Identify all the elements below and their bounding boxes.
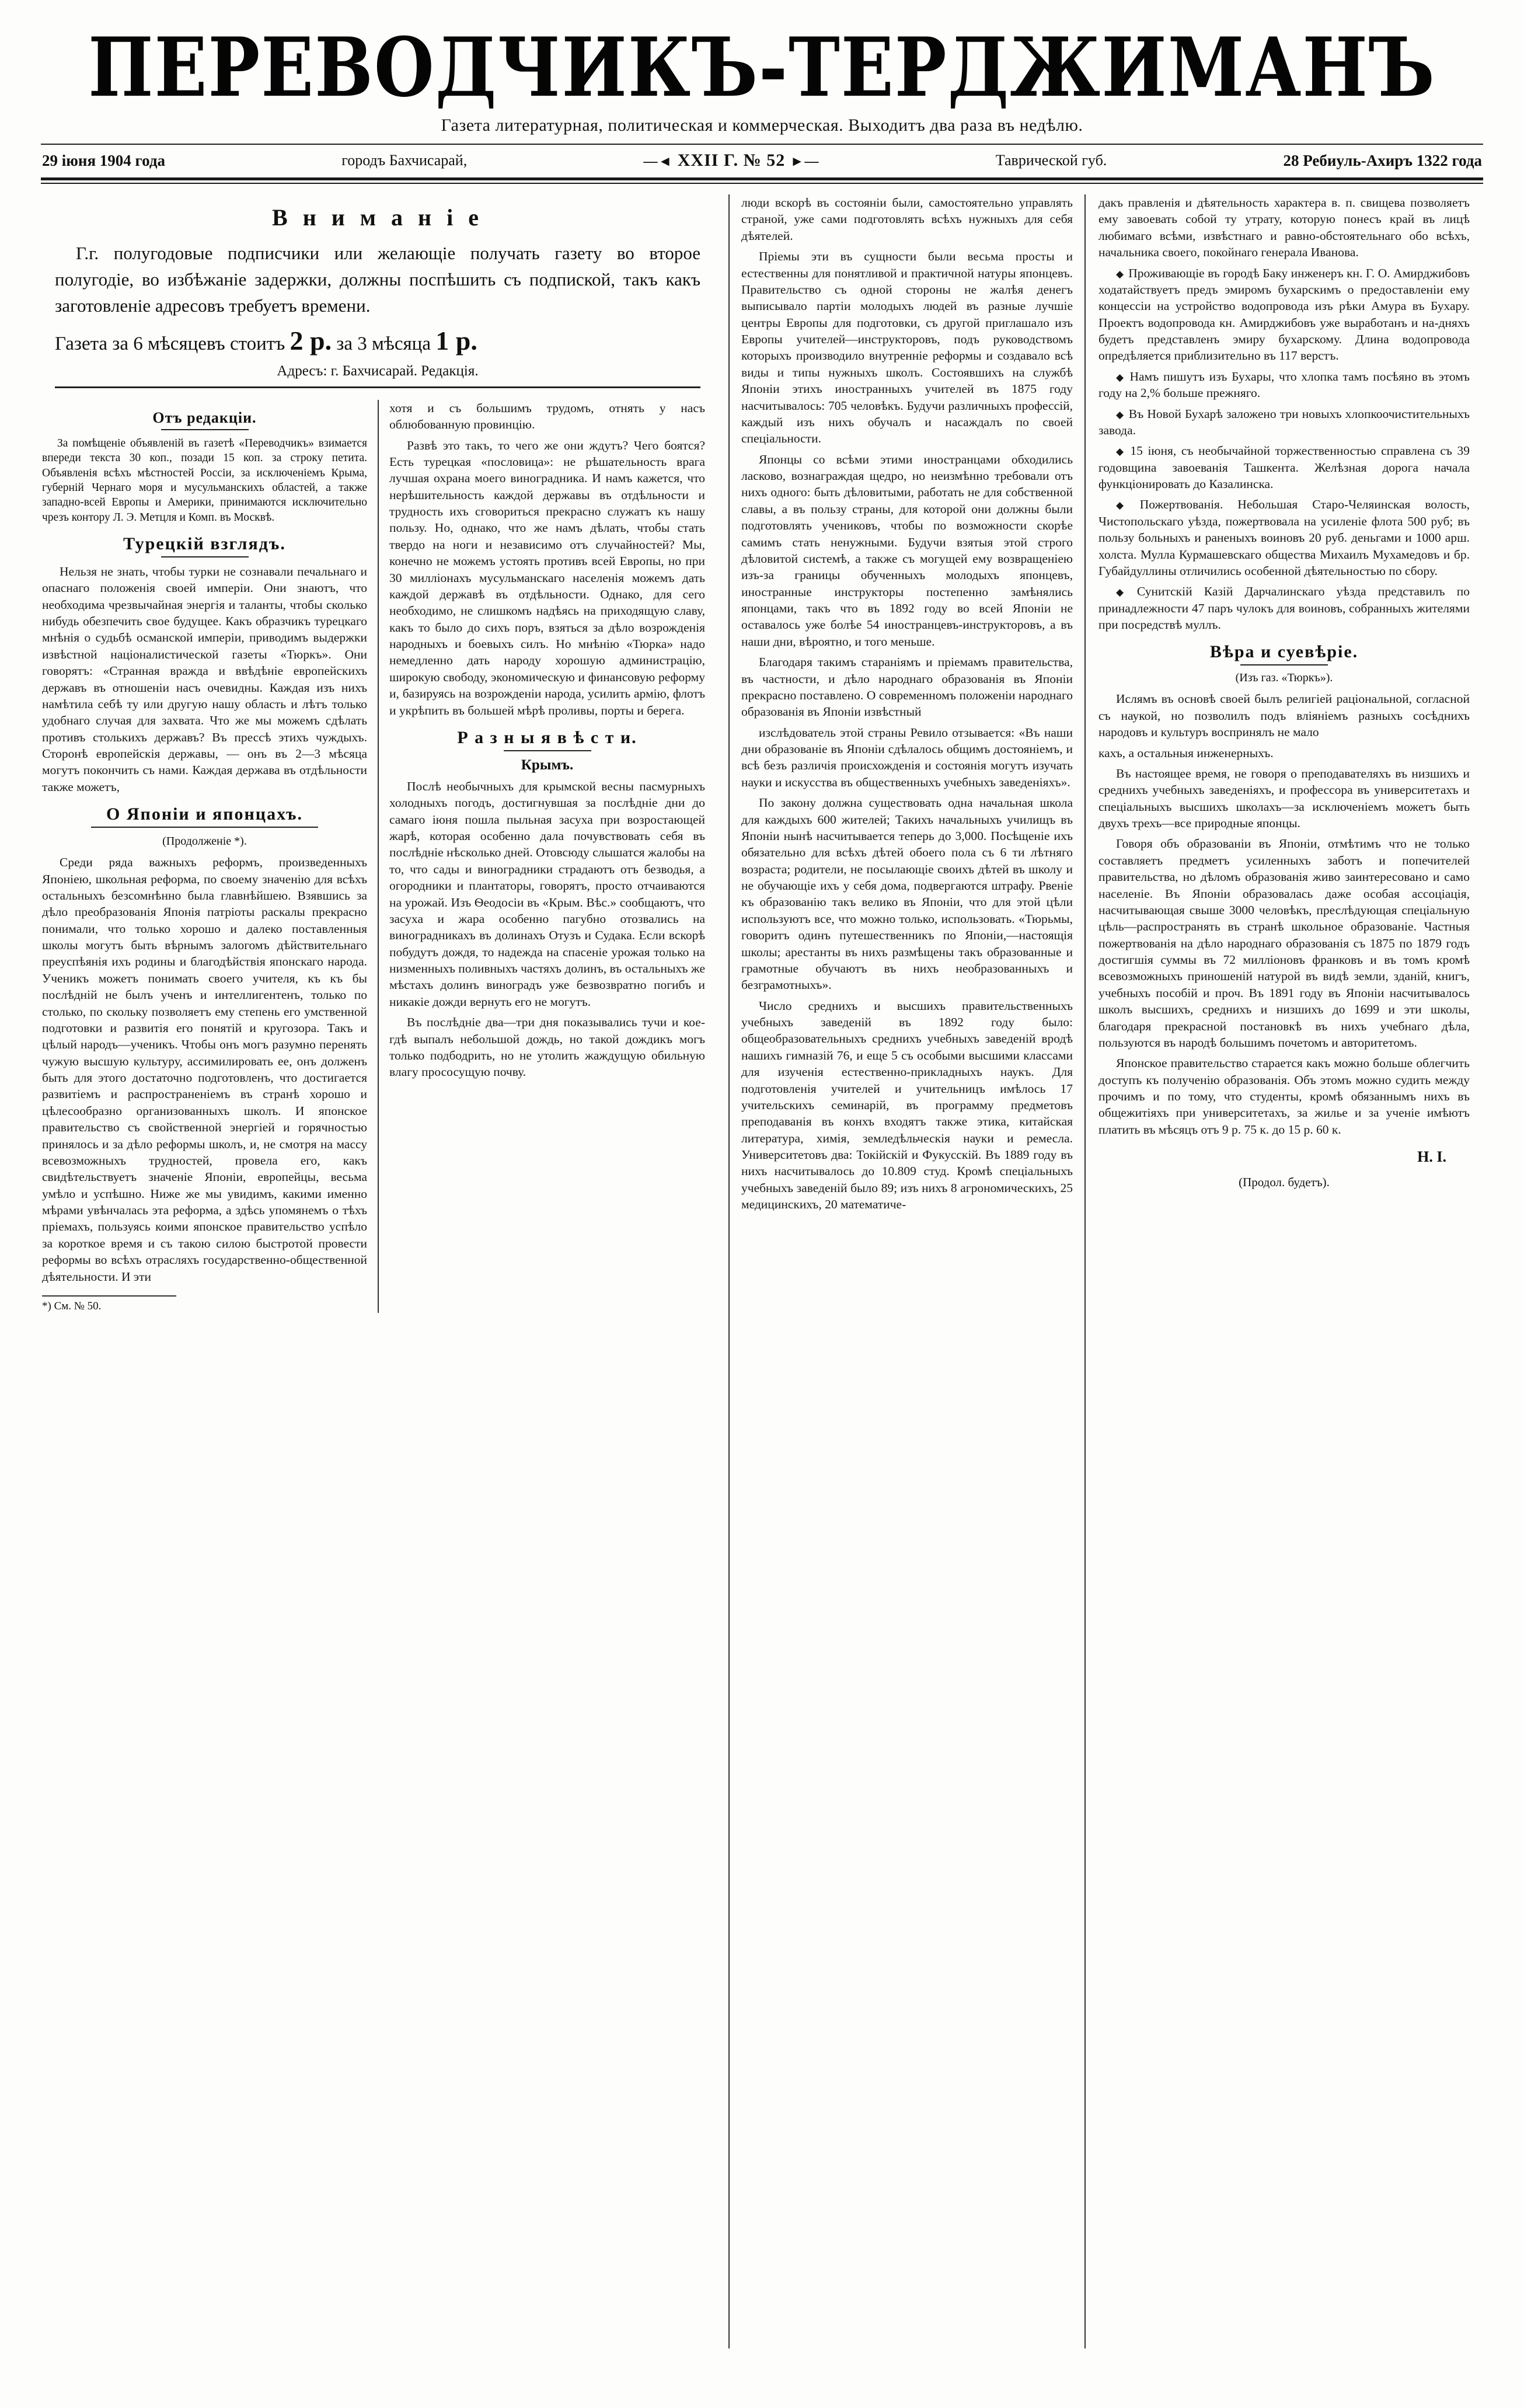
- price-middle-text: за 3 мѣсяца: [336, 333, 431, 354]
- news-paragraph-1: дакъ правленія и дѣятельность характера в. п. свищева позволяетъ ему завоевать собой ту утрату, которую понесъ край въ лицѣ любимаго всѣми, извѣстнаго и равно-обстоятельнаго обо всѣхъ, начальника своего, покойнаго генерала Иванова.: [1098, 196, 1470, 260]
- japan-paragraph-7: По закону должна существовать одна начальная школа для каждыхъ 600 жителей; Такихъ начальныхъ училищъ въ Японіи нынѣ насчитывается теперь до 3,000. Посѣщеніе ихъ обязательно для всѣхъ дѣтей обоего пола съ 6 ти лѣтняго возраста; родители, не посылающіе своихъ дѣтей въ школу и не обучающіе ихъ у себя дома, подвергаются штрафу. Рвеніе къ образованію такъ велико въ Японіи, что для этой цѣли используютъ все, что можно только, использовать. «Тюрьмы, говоритъ одинъ путешественникъ по Японіи,—настоящія школы; арестанты въ нихъ размѣщены такъ образованные и грамотные обучаютъ въ нихъ необразованныхъ и безграмотныхъ».: [741, 796, 1073, 992]
- issue-number: —◄ XXII Г. № 52 ►—: [643, 151, 819, 170]
- news-item-2: ◆ Намъ пишутъ изъ Бухары, что хлопка тамъ посѣяно въ этомъ году на 2,% больше прежняго.: [1098, 368, 1470, 402]
- issue-date-left: 29 іюня 1904 года: [42, 151, 166, 169]
- section-title-misc-news: Р а з н ы я в ѣ с т и.: [457, 727, 637, 747]
- japan-paragraph-6: изслѣдователь этой страны Ревило отзывается: «Въ наши дни образованіе въ Японіи сдѣлалось общимъ достояніемъ, и всѣ безъ различія происхожденія и состоянія могутъ изучать науки и искусства въ общественныхъ учебныхъ заведеніяхъ».: [741, 725, 1073, 789]
- japan-paragraph-3: Пріемы эти въ сущности были весьма просты и естественны для понятливой и практичной натуры японцевъ. Правительство съ одной стороны не жалѣя денегъ выписывало партіи молодыхъ людей въ разные лучшіе центры Европы для подготовки, съ другой приглашало изъ Европы учителей—инструкторовъ, подъ руководствомъ которыхъ производило внутренніе реформы и создавало всѣ виды и типы нужныхъ школъ. Состоявшихъ на службѣ Японіи этихъ иностранныхъ учителей въ 1875 году насчитывалось: 705 человѣкъ. Будучи различныхъ профессій, каждый изъ нихъ обучалъ и насаждалъ по своей спеціальности.: [741, 249, 1073, 446]
- notice-price-line: [55, 325, 700, 356]
- section-underline-5: [1240, 664, 1328, 665]
- notice-body: Г.г. полугодовые подписчики или желающіе получать газету во второе полугодіе, во избѣжаніе задержки, должны поспѣшить съ подпиской, такъ какъ заготовленіе адресовъ требуетъ времени.: [55, 243, 700, 316]
- crimea-paragraph-2: Въ послѣдніе два—три дня показывались тучи и кое-гдѣ выпалъ небольшой дождь, но такой дождикъ могъ только подбодрить, но не утолить жаждущую обильную влагу прососущую почву.: [389, 1015, 705, 1079]
- news-item-1: ◆ Проживающіе въ городѣ Баку инженеръ кн. Г. О. Амирджибовъ ходатайствуетъ предъ эмиромъ бухарскимъ о предоставленіи ему концессіи на устройство водопровода изъ рѣки Амура въ Бухару. Проектъ водопровода кн. Амирджибовъ уже выработанъ и на-дняхъ будетъ представленъ эмиру бухарскому. Длина водопровода опредѣляется приблизительно въ 117 верстъ.: [1098, 265, 1470, 364]
- section-title-turkish-view: Турецкій взглядъ.: [123, 534, 286, 553]
- left-column-group: [40, 194, 728, 2348]
- header-thick-rule: [41, 177, 1483, 180]
- faith-paragraph-5: Японское правительство старается какъ можно больше облегчить доступъ къ полученію образованія. Объ этомъ можно судить между прочимъ и по тому, что студенты, кромѣ обязаннымъ нихъ въ общежитіяхъ при университетахъ, за жилье и за ученіе имѣютъ платить въ мѣсяцъ отъ 9 р. 75 к. до 15 р. 60 к.: [1098, 1056, 1470, 1137]
- faith-paragraph-4: Говоря объ образованіи въ Японіи, отмѣтимъ что не только составляетъ предметъ усиленныхъ заботъ и попечителей правительства, но дѣломъ образованія живо заинтересовано и само населеніе. Въ Японіи образовалась даже особая ассоціація, насчитывающая свыше 3000 человѣкъ, преслѣдующая спеціальную цѣль—распространять въ странѣ школьное образованіе. Частныя пожертвованія на дѣло народнаго образованія съ 1875 по 1879 годъ достигшія суммы въ 72 милліоновъ франковъ и въ томъ кромѣ всевозможныхъ приношеній натурой въ видѣ земли, зданій, книгъ, учебныхъ пособій и проч. Въ 1891 году въ Японіи насчитывалось школъ высшихъ, среднихъ и низшихъ до 1699 и эти школы, благодаря прекрасной постановкѣ въ нихъ учебнаго дѣла, пользуются въ народѣ большимъ почетомъ и авторитетомъ.: [1098, 837, 1470, 1050]
- section-underline-2: [161, 556, 249, 557]
- faith-paragraph-3: Въ настоящее время, не говоря о преподавателяхъ въ низшихъ и среднихъ учебныхъ заведеніяхъ, и профессора въ университетахъ и спеціальныхъ высшихъ школахъ—за исключеніемъ можетъ быть двухъ трехъ—все природные японцы.: [1098, 766, 1470, 830]
- news-item-3: ◆ Въ Новой Бухарѣ заложено три новыхъ хлопкоочистительныхъ завода.: [1098, 406, 1470, 439]
- masthead-subtitle: Газета литературная, политическая и коммерческая. Выходитъ два раза въ недѣлю.: [441, 116, 1083, 135]
- continued-note: (Продол. будетъ).: [1239, 1175, 1330, 1190]
- notice-bottom-rule: [55, 386, 700, 388]
- subsection-crimea: Крымъ.: [521, 757, 574, 773]
- japan-paragraph-2: люди вскорѣ въ состояніи были, самостоятельно управлять страной, уже сами подготовлять всѣхъ нужныхъ для себя дѣятелей.: [741, 196, 1073, 243]
- price-prefix: Газета за 6 мѣсяцевъ стоитъ: [55, 333, 285, 354]
- editorial-text: За помѣщеніе объявленій въ газетѣ «Переводчикъ» взимается впереди текста 30 коп., позади 15 коп. за строку петита. Объявленія всѣхъ мѣстностей Россіи, за исключеніемъ Крыма, губерній Чернаго моря и мусульманскихъ областей, а также западно-всей Европы и Америки, принимаются исключительно чрезъ контору Л. Э. Метцля и Комп. въ Москвѣ.: [42, 437, 367, 524]
- news-item-6: ◆ Сунитскій Казій Дарчалинскаго уѣзда представилъ по принадлежности 47 паръ чулокъ для воиновъ, собранныхъ жителями при посредствѣ муллъ.: [1098, 583, 1470, 633]
- section-underline-3: [91, 827, 319, 828]
- section-title-editorial: Отъ редакціи.: [152, 409, 257, 426]
- turkish-view-continued-1: хотя и съ большимъ трудомъ, отнять у насъ облюбованную провинцію.: [389, 400, 705, 432]
- subscription-notice: [40, 194, 716, 394]
- section-title-faith: Вѣра и суевѣріе.: [1209, 642, 1359, 662]
- left-subcolumns: [40, 400, 716, 1313]
- masthead: [0, 0, 1524, 174]
- article-columns: [0, 194, 1524, 2348]
- japan-paragraph-4: Японцы со всѣми этими иностранцами обходились ласково, вознаграждая щедро, но неизмѣнно требовали отъ нихъ одного: быть дѣловитыми, работать не для собственной славы, а въ пользу страны, для которой они должны были подготовлять учениковъ, чтобы по возможности скорѣе самимъ стать ненужными. Будучи взятыя этой строго дѣловитой системѣ, а также съ могущей ему возвращеніею изъ-за границы обученныхъ молодыхъ японцевъ, иностранные инструкторы постепенно замѣнялись японцами, такъ что въ 1892 году во всей Японіи не оставалось уже болѣе 54 иностранцевъ-инструкторовъ, а въ наши дни, вѣроятно, и того меньше.: [741, 452, 1073, 649]
- price-three-months: 1 р.: [435, 325, 477, 356]
- editorial-address: Адресъ: г. Бахчисарай. Редакція.: [277, 363, 479, 379]
- faith-paragraph-2: кахъ, а остальныя инженерныхъ.: [1098, 745, 1274, 760]
- faith-source-note: (Изъ газ. «Тюркъ»).: [1235, 671, 1333, 685]
- notice-heading: В н и м а н і е: [272, 204, 483, 231]
- column-1: [40, 400, 378, 1313]
- section-underline-4: [504, 750, 591, 751]
- publication-city: городъ Бахчисарай,: [341, 152, 468, 169]
- japan-paragraph-5: Благодаря такимъ стараніямъ и пріемамъ правительства, въ частности, и дѣло народнаго образованія въ Японіи прекрасно поставлено. О современномъ положеніи народнаго образованія въ Японіи извѣстный: [741, 655, 1073, 719]
- crimea-paragraph-1: Послѣ необычныхъ для крымской весны пасмурныхъ холодныхъ погодъ, достигнувшая за послѣдніе дни до самаго іюня пошла пыльная засуха при возростающей жарѣ, которая особенно дала почувствовать себя въ послѣдніе нѣсколько дней. Отовсюду слышатся жалобы на то, что сады и виноградники страдаютъ отъ безводья, а огородники и плантаторы, говорятъ, просто отчаиваются на урожай. Изъ Ѳеодосіи въ «Крым. Вѣс.» сообщаютъ, что засуха и жара особенно пагубно отозвались на виноградникахъ въ долинахъ Отузъ и Судака. Если вскорѣ побудутъ дождя, то надежда на спасеніе урожая только на низменныхъ поливныхъ частяхъ долинъ, въ остальныхъ же мѣстахъ долинъ виноградъ уже безвозвратно погибъ и никакіе дожди вернуть его не могутъ.: [389, 779, 705, 1009]
- japan-paragraph-8: Число среднихъ и высшихъ правительственныхъ учебныхъ заведеній въ 1892 году было: общеобразовательныхъ среднихъ учебныхъ заведеній вродѣ нашихъ гимназій 76, и еще 5 съ особыми высшими классами для изученія естественно-прикладныхъ наукъ. Для подготовленія учителей и учительницъ имѣлось 17 учительскихъ семинарій, въ программу предметовъ преподаванія въ конхъ входятъ также этика, китайская литература, химія, земледѣльческія науки и ремесла. Университетовъ два: Токійскій и Фукусскій. Въ 1889 году въ нихъ насчитывалось до 10.809 студ. Кромѣ спеціальныхъ учебныхъ заведеній было 89; изъ нихъ 8 агрономическихъ, 25 медицинскихъ, 20 математиче-: [741, 998, 1073, 1212]
- news-item-5: ◆ Пожертвованія. Небольшая Старо-Челяинская волость, Чистопольскаго уѣзда, пожертвовала на усиленіе флота 500 руб; въ пользу больныхъ и раненыхъ воиновъ 20 руб. деньгами и 1000 арш. холста. Мулла Курмашевскаго общества Михаилъ Мухамедовъ и бр. Губайдуллины отличились особенной дѣятельностью по сбору.: [1098, 496, 1470, 579]
- news-item-4: ◆ 15 іюня, съ необычайной торжественностью справлена съ 39 годовщина завоеванія Ташкента. Желѣзная дорога начала функціонировать до Казалинска.: [1098, 442, 1470, 492]
- turkish-view-continued-2: Развѣ это такъ, то чего же они ждутъ? Чего боятся? Есть турецкая «пословица»: не рѣшательность врага лучшая охрана моего виноградника. И намъ кажется, что нерѣшительность каждой державы въ отдѣльности и трудность ихъ сговориться прекрасно служатъ къ нашу пользу. Но, однако, что же намъ дѣлать, чтобы стать твердо на ноги и независимо отъ случайностей? Мы, конечно не можемъ устоять противъ всей Европы, но при 30 милліонахъ мусульманскаго населенія можемъ дать каждой державѣ въ отдѣльности. Однако, для сего необходимо, не слишкомъ надѣясь на приходящую славу, какъ то было до сихъ поръ, взяться за дѣло возрожденія народныхъ и боевыхъ силъ. Но мнѣнію «Тюрка» надо немедленно дать народу хорошую администрацію, широкую свободу, экономическую и финансовую реформу и, базируясь на возрожденіи народа, усилить армію, флотъ и укрѣпить въ большей мѣрѣ проливы, порты и берега.: [389, 438, 705, 717]
- header-thin-rule: [41, 183, 1483, 184]
- footnote: *) См. № 50.: [42, 1295, 176, 1313]
- masthead-info-line: [41, 145, 1483, 174]
- japan-paragraph-1: Среди ряда важныхъ реформъ, произведенныхъ Японіею, школьная реформа, по своему значенію для всѣхъ остальныхъ безсомнѣнно была главнѣйшею. Взявшись за дѣло преобразованія Японія патріоты раскалы прекрасно понимали, что только хорошо и далеко поставленныя школы могутъ быть вѣрнымъ залогомъ дѣйствительнаго преуспѣянія ихъ родины и благодѣйствія японскаго народа. Ученикъ можетъ понимать своего учителя, къ къ бы послѣдній не былъ ученъ и интеллигентенъ, только по столько, по скольку позволяетъ ему степень его умственной подготовки и развитія его понятій и кругозора. Такъ и цѣлый народъ—ученикъ. Чтобы онъ могъ разумно перенять чужую высшую культуру, ассимилировать ее, онъ долженъ быть для этого достаточно подготовленъ, что достигается развитіемъ и распространеніемъ въ странѣ хорошо и цѣлесообразно организованныхъ школъ. И японское правительство съ свойственной энергіей и горячностью принялось и за дѣло реформы школъ, и, не смотря на массу всевозможныхъ трудностей, провела его, какъ свидѣтельствуетъ значеніе Японіи, европейцы, весьма умѣло и успѣшно. Ниже же мы увидимъ, какими именно мѣрами увѣнчалась эта реформа, а здѣсь упомянемъ о тѣхъ пріемахъ, пользуясь коими японское правительство успѣло за короткое время и съ такою силою быстротой провести реформы во всѣхъ отрасляхъ государственно-общественной дѣятельности. И эти: [42, 855, 367, 1284]
- turkish-view-paragraph: Нельзя не знать, чтобы турки не сознавали печальнаго и опаснаго положенія своей имперіи. Они знаютъ, что необходима чрезвычайная энергія и таланты, чтобы сколько нибудь обезпечить свое будущее. Какъ образчикъ турецкаго мнѣнія о судьбѣ османской имперіи, приводимъ выдержки извѣстной націоналистической газеты «Тюркъ». Они говорятъ: «Странная вражда и ввѣдѣніе европейскихъ державъ въ отношеніи насъ очевидны. Каждая изъ нихъ намѣтила себѣ ту или другую нашу область и лѣтъ только удобнаго случая для захвата. Что же мы можемъ сдѣлать противъ столькихъ державъ? Въ прессѣ этихъ чуждыхъ. Сторонѣ европейскія державы, — онъ въ 2—3 мѣсяца могутъ покончить съ нами. Каждая держава въ отдѣльности также можетъ,: [42, 564, 367, 794]
- column-2: [378, 400, 716, 1313]
- issue-date-right: 28 Ребиуль-Ахиръ 1322 года: [1283, 151, 1482, 169]
- column-3: [728, 194, 1084, 2348]
- author-signature: Н. І.: [1417, 1148, 1446, 1166]
- section-underline: [161, 429, 249, 430]
- japan-continuation-note: (Продолженіе *).: [162, 835, 247, 848]
- column-4: [1084, 194, 1470, 2348]
- faith-paragraph-1: Ислямъ въ основѣ своей былъ религіей раціональной, согласной съ наукой, но позволилъ подъ вліяніемъ разныхъ сосѣднихъ народовъ и культуръ воспринялъ не мало: [1098, 692, 1470, 740]
- newspaper-title: ПЕРЕВОДЧИКЪ-ТЕРДЖИМАНЪ: [88, 19, 1436, 116]
- section-title-japan: О Японіи и японцахъ.: [106, 804, 303, 824]
- price-six-months: 2 р.: [290, 325, 332, 356]
- province-name: Таврической губ.: [995, 152, 1107, 169]
